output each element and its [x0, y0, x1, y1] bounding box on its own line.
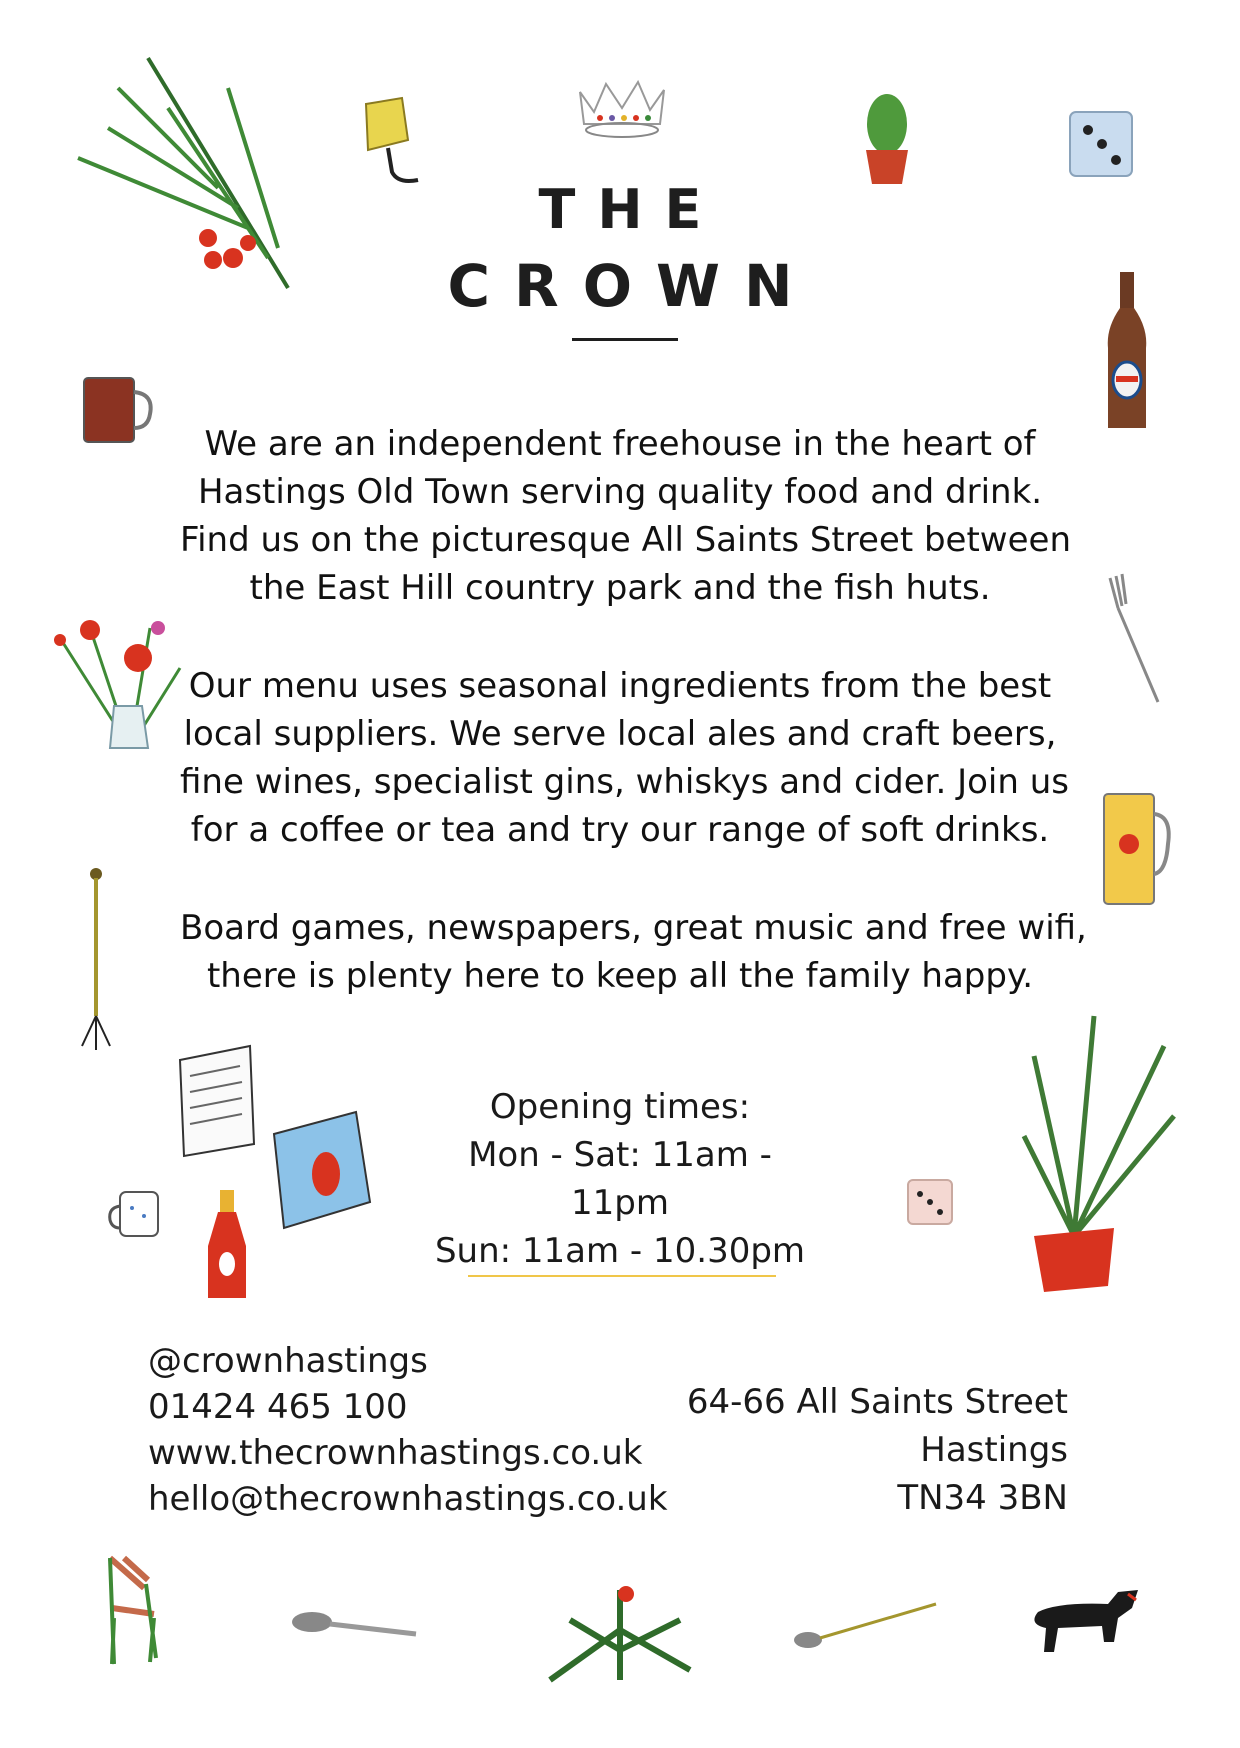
leaves-with-flower-illustration — [540, 1570, 700, 1690]
intro-line: Our menu uses seasonal ingredients from the best — [188, 666, 1052, 706]
newspaper-illustration — [170, 1040, 260, 1160]
dachshund-illustration — [1018, 1572, 1148, 1672]
intro-line: local suppliers. We serve local ales and craft beers, — [183, 714, 1057, 754]
intro-line: Hastings Old Town serving quality food and drink. — [197, 472, 1043, 512]
beer-mug-illustration — [78, 370, 158, 450]
fork-illustration — [1098, 568, 1168, 708]
pitchfork-illustration — [78, 866, 118, 1056]
intro-line: for a coffee or tea and try our range of soft drinks. — [190, 810, 1050, 850]
intro-line: Find us on the picturesque All Saints Street between — [180, 520, 1071, 560]
intro-line: We are an independent freehouse in the heart of — [204, 424, 1036, 464]
title-underline — [572, 338, 678, 341]
opening-hours-sunday: Sun: 11am - 10.30pm — [434, 1231, 806, 1271]
intro-line: Board games, newspapers, great music and free wifi, — [180, 908, 1087, 948]
intro-line: the East Hill country park and the fish huts. — [249, 568, 991, 608]
opening-hours — [420, 1083, 820, 1275]
title-line-the: THE — [538, 178, 724, 241]
address-town: Hastings — [920, 1430, 1068, 1470]
magazine-illustration — [266, 1104, 376, 1234]
opening-hours-heading: Opening times: — [489, 1087, 751, 1127]
intro-line: fine wines, specialist gins, whiskys and cider. Join us — [180, 762, 1069, 802]
spoon-illustration — [290, 1604, 420, 1644]
hours-divider — [468, 1275, 776, 1277]
opening-hours-weekdays: Mon - Sat: 11am - 11pm — [468, 1135, 772, 1223]
potted-palm-illustration — [1014, 996, 1184, 1296]
lager-glass-illustration — [1096, 784, 1176, 914]
intro-line: there is plenty here to keep all the family happy. — [206, 956, 1034, 996]
cactus-illustration — [852, 88, 922, 188]
intro-paragraph-3 — [180, 904, 1087, 1000]
intro-paragraph-2 — [180, 662, 1069, 854]
email-link[interactable]: hello@thecrownhastings.co.uk — [148, 1479, 668, 1519]
chair-illustration — [94, 1548, 174, 1668]
intro-paragraph-1 — [180, 420, 1071, 612]
sauce-bottle-illustration — [200, 1186, 256, 1306]
flower-vase-illustration — [30, 598, 190, 758]
website-link[interactable]: www.thecrownhastings.co.uk — [148, 1433, 643, 1473]
social-handle[interactable]: @crownhastings — [148, 1341, 428, 1381]
small-dice-illustration — [904, 1176, 958, 1230]
contact-details — [148, 1338, 668, 1522]
title-line-crown: CROWN — [447, 252, 817, 320]
ladle-illustration — [790, 1596, 940, 1656]
address-street: 64-66 All Saints Street — [686, 1382, 1068, 1422]
dice-illustration — [1064, 104, 1144, 184]
address-block — [687, 1378, 1068, 1522]
address-postcode: TN34 3BN — [897, 1478, 1068, 1518]
crown-illustration — [572, 72, 672, 142]
teacup-illustration — [106, 1184, 166, 1244]
phone-number[interactable]: 01424 465 100 — [148, 1387, 408, 1427]
